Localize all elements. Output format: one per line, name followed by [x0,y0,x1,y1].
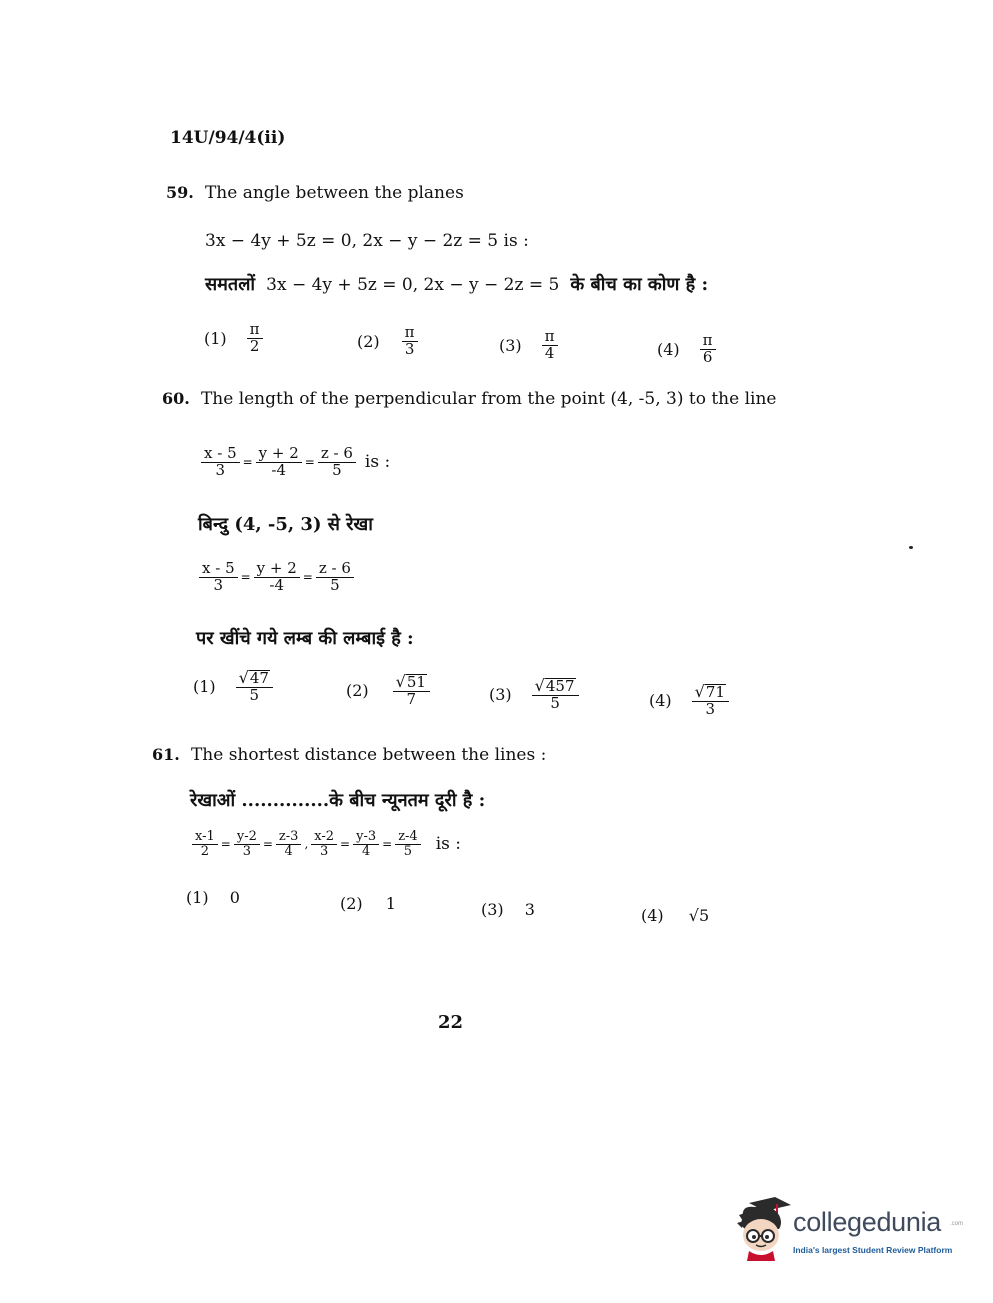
q60-option-4[interactable] [649,684,730,718]
question-59-hindi [205,272,708,296]
sqrt-symbol [396,674,427,691]
radical-sign: √ [395,672,406,691]
hindi-equation: 3x − 4y + 5z = 0, 2x − y − 2z = 5 [266,275,560,295]
fraction-denominator: 4 [361,843,371,859]
question-59-equation: 3x − 4y + 5z = 0, 2x − y − 2z = 5 is : [205,231,529,251]
fraction-x2 [311,830,337,858]
radical-sign: √ [238,668,249,687]
q59-option-1[interactable] [204,322,264,355]
radicand: 457 [545,677,575,695]
fraction-denominator: 5 [403,843,413,859]
question-60-hindi-line1: बिन्दु (4, -5, 3) से रेखा [198,514,373,535]
page-number: 22 [438,1012,464,1033]
option-label: (3) [499,335,522,355]
fraction-numerator: π [542,329,558,346]
fraction-y1 [234,830,260,858]
fraction-numerator: z-3 [276,830,302,845]
fraction-denominator: 5 [332,460,342,479]
fraction-denominator: 5 [550,693,560,712]
option-fraction [393,674,430,708]
equals-sign: = [240,570,251,585]
logo-name: collegedunia [793,1207,942,1237]
fraction-numerator: x-2 [311,830,337,845]
option-value: √5 [688,906,710,925]
equals-sign: = [382,837,393,852]
question-60-line-equation [200,446,390,479]
question-number: 60. [162,389,190,408]
equals-sign: = [220,837,231,852]
fraction-numerator: π [402,325,418,342]
fraction-numerator: y-3 [353,830,379,845]
radical-sign: √ [534,676,545,695]
radical-sign: √ [694,682,705,701]
option-label: (4) [649,691,672,711]
paper-code: 14U/94/4(ii) [170,128,286,148]
q59-option-2[interactable] [357,325,419,358]
q59-option-4[interactable] [657,333,717,366]
q60-option-2[interactable] [346,674,431,708]
radicand: 47 [249,669,269,687]
fraction-denominator: 3 [404,339,415,358]
fraction-numerator: x - 5 [199,561,238,578]
q61-option-2[interactable] [340,894,396,913]
logo-tagline: India's largest Student Review Platform [793,1245,953,1255]
option-label: (2) [340,894,363,913]
fraction-denominator: 3 [213,575,224,594]
fraction-denominator: 4 [284,843,293,859]
q59-option-3[interactable] [499,329,559,362]
equals-sign: = [302,570,313,585]
question-text-english: The shortest distance between the lines : [190,745,547,765]
question-61-hindi: रेखाओं ..............के बीच न्यूनतम दूरी है : [190,790,486,811]
question-text-english: The angle between the planes [204,183,464,203]
sqrt-symbol [535,678,576,695]
q61-option-4[interactable] [641,906,709,925]
sqrt-symbol [695,684,726,701]
option-label: (3) [489,685,512,705]
fraction-denominator: 3 [320,843,329,859]
q61-option-1[interactable] [186,888,240,907]
option-label: (4) [641,906,664,925]
option-label: (1) [204,328,227,348]
fraction-z2 [395,830,421,858]
option-fraction [247,322,263,355]
question-59 [166,183,464,203]
logo-suffix: .com [950,1221,964,1227]
fraction-denominator: 5 [330,575,340,594]
option-label: (2) [357,331,380,351]
hindi-suffix: के बीच का कोण है : [570,274,709,295]
option-fraction [700,333,716,366]
option-label: (1) [193,677,216,697]
equals-sign: = [340,837,351,852]
option-fraction [402,325,418,358]
option-fraction [542,329,558,362]
fraction-y2 [353,830,379,858]
question-61 [152,745,546,765]
option-value: 0 [229,888,240,907]
option-fraction [692,684,729,718]
fraction-denominator: 2 [200,843,210,859]
fraction-numerator: z - 6 [318,446,356,463]
fraction-z [318,446,356,479]
is-text: is : [364,452,391,473]
question-60-hindi-line2: पर खींचे गये लम्ब की लम्बाई है : [196,628,414,649]
option-label: (1) [186,888,209,907]
option-fraction [236,670,273,704]
fraction-denominator: 3 [705,699,716,718]
hindi-prefix: समतलों [205,274,256,295]
q61-option-3[interactable] [481,900,535,919]
fraction-x [199,561,238,594]
fraction-numerator: π [247,322,263,339]
fraction-denominator: 3 [242,843,251,859]
option-value: 3 [524,900,535,919]
question-60-line-equation-hindi [198,561,355,594]
question-text-english: The length of the perpendicular from the point (4, -5, 3) to the line [200,389,777,409]
option-value: 1 [385,894,396,913]
fraction-denominator: 3 [215,460,226,479]
fraction-denominator: 5 [249,685,260,704]
fraction-numerator: x-1 [192,830,218,845]
option-label: (3) [481,900,504,919]
question-number: 59. [166,183,194,202]
equals-sign: = [262,837,273,852]
collegedunia-logo [735,1195,965,1270]
sqrt-symbol [239,670,270,687]
fraction-y [254,561,300,594]
q60-option-1[interactable] [193,670,274,704]
scan-mark [909,546,913,549]
fraction-denominator: 7 [406,689,417,708]
equals-sign: = [242,455,253,470]
question-number: 61. [152,745,180,764]
fraction-denominator: 4 [544,343,555,362]
comma-separator: , [304,837,309,852]
radicand: 51 [406,673,426,691]
radicand: 71 [705,683,725,701]
fraction-numerator: π [700,333,716,350]
equals-sign: = [304,455,315,470]
fraction-y [256,446,302,479]
fraction-denominator: -4 [269,575,285,594]
fraction-numerator: z-4 [395,830,421,845]
fraction-numerator: y + 2 [256,446,302,463]
fraction-x1 [192,830,218,858]
option-label: (4) [657,339,680,359]
fraction-z [316,561,354,594]
option-fraction [532,678,579,712]
question-60 [162,389,776,409]
option-label: (2) [346,681,369,701]
mascot-icon [735,1195,793,1261]
fraction-numerator: x - 5 [201,446,240,463]
is-text: is : [435,834,461,855]
fraction-denominator: 2 [249,336,260,355]
fraction-x [201,446,240,479]
fraction-denominator: -4 [271,460,287,479]
question-61-lines-equation [191,830,461,858]
fraction-numerator: z - 6 [316,561,354,578]
q60-option-3[interactable] [489,678,580,712]
fraction-denominator: 6 [702,347,713,366]
fraction-numerator: y-2 [234,830,260,845]
fraction-numerator: y + 2 [254,561,300,578]
fraction-z1 [276,830,302,858]
